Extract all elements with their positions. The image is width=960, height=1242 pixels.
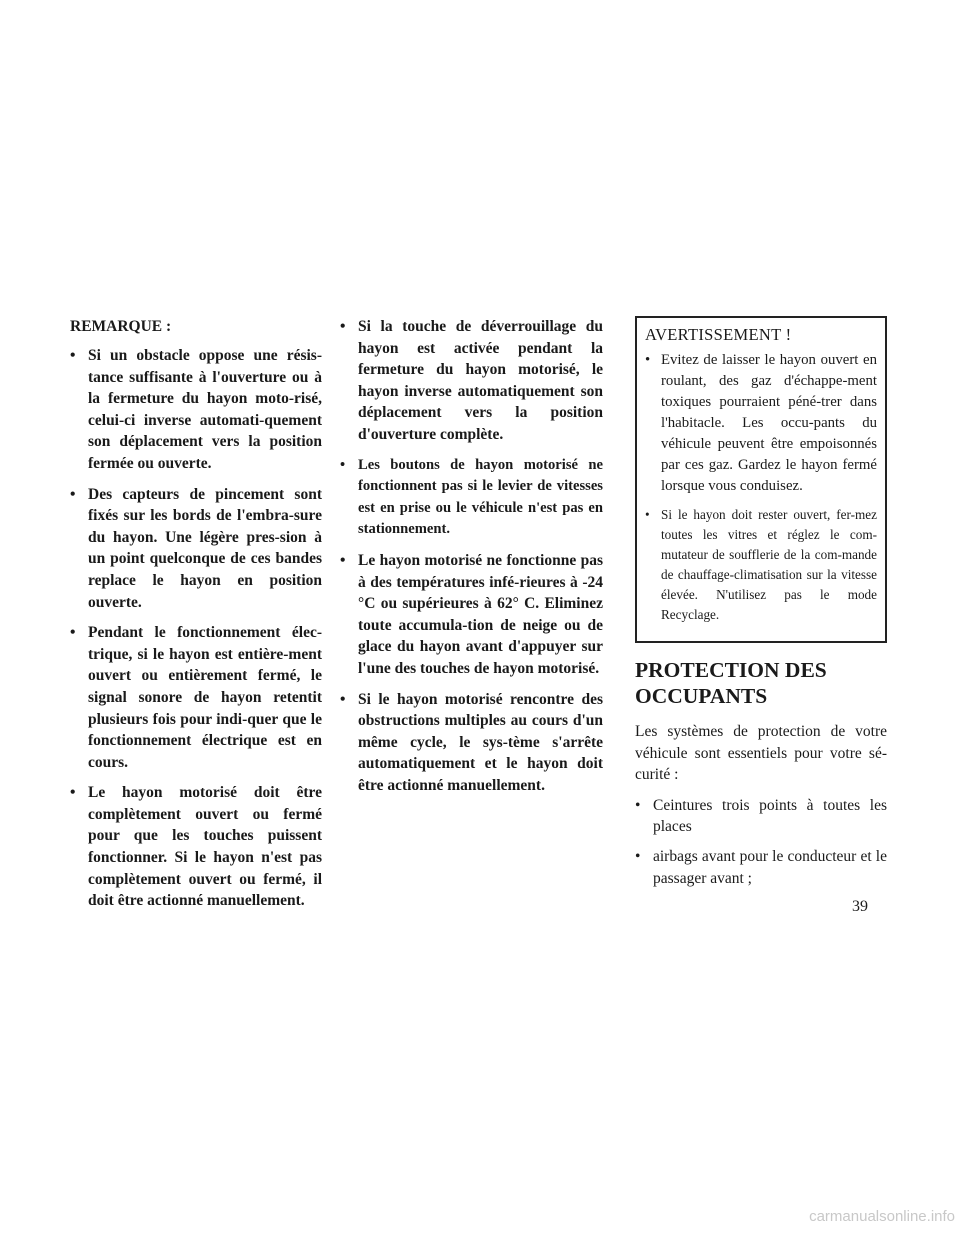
note-list-continued (340, 316, 603, 796)
protection-list (635, 795, 887, 889)
warning-list (645, 350, 877, 625)
list-item: • Pendant le fonctionnement élec-trique, si le hayon est entière-ment ouvert ou entièrement fermé, le signal sonore de hayon retentit plusieurs fois pour indi-quer que le fonctionnement électrique est en cours. (70, 622, 322, 773)
list-item: • Ceintures trois points à toutes les places (635, 795, 887, 838)
watermark: carmanualsonline.info (809, 1208, 955, 1225)
section-title-line1: PROTECTION DES (635, 658, 827, 682)
warning-title: AVERTISSEMENT ! (645, 325, 792, 344)
warning-item: • Si le hayon doit rester ouvert, fer-mez toutes les vitres et réglez le com-mutateur de soufflerie de la com-mande de chauffage-climatisation sur la vitesse élevée. N'utilisez pas le mode Recyclage. (645, 505, 877, 625)
list-item: • Si le hayon motorisé rencontre des obstructions multiples au cours d'un même cycle, le sys-tème s'arrête automatiquement et le hayon doit être actionné manuellement. (340, 689, 603, 797)
list-item: • airbags avant pour le conducteur et le passager avant ; (635, 846, 887, 889)
list-item: • Les boutons de hayon motorisé ne fonctionnent pas si le levier de vitesses est en prise ou le véhicule n'est pas en stationnement. (340, 455, 603, 541)
warning-box (635, 316, 887, 643)
warning-item: • Evitez de laisser le hayon ouvert en roulant, des gaz d'échappe-ment toxiques pourraient péné-trer dans l'habitacle. Les occu-pants du véhicule peuvent être empoisonnés par ces gaz. Gardez le hayon fermé lorsque vous conduisez. (645, 350, 877, 497)
list-item: • Si la touche de déverrouillage du hayon est activée pendant la fermeture du hayon motorisé, le hayon inverse automatiquement son déplacement vers la position d'ouverture complète. (340, 316, 603, 446)
list-item: • Le hayon motorisé doit être complètement ouvert ou fermé pour que les touches puissent fonctionner. Si le hayon n'est pas complètement ouvert ou fermé, il doit être actionné manuellement. (70, 782, 322, 912)
right-column (635, 316, 887, 897)
page-number: 39 (852, 898, 868, 915)
left-column (70, 316, 322, 921)
section-intro: Les systèmes de protection de votre véhicule sont essentiels pour votre sé-curité : (635, 723, 887, 784)
middle-column (340, 316, 603, 805)
section-title-line2: OCCUPANTS (635, 684, 768, 708)
section-title (635, 657, 887, 709)
list-item: • Des capteurs de pincement sont fixés sur les bords de l'embra-sure du hayon. Une légère pres-sion à un point quelconque de ces bandes replace le hayon en position ouverte. (70, 484, 322, 614)
note-list (70, 345, 322, 912)
list-item: • Si un obstacle oppose une résis-tance suffisante à l'ouverture ou à la fermeture du hayon moto-risé, celui-ci inverse automati-quement son déplacement vers la position fermée ou ouverte. (70, 345, 322, 475)
list-item: • Le hayon motorisé ne fonctionne pas à des températures infé-rieures à -24 °C ou supérieures à 62° C. Eliminez toute accumula-tion de neige ou de glace du hayon avant d'appuyer sur l'une des touches de hayon motorisé. (340, 550, 603, 680)
note-title: REMARQUE : (70, 318, 172, 335)
